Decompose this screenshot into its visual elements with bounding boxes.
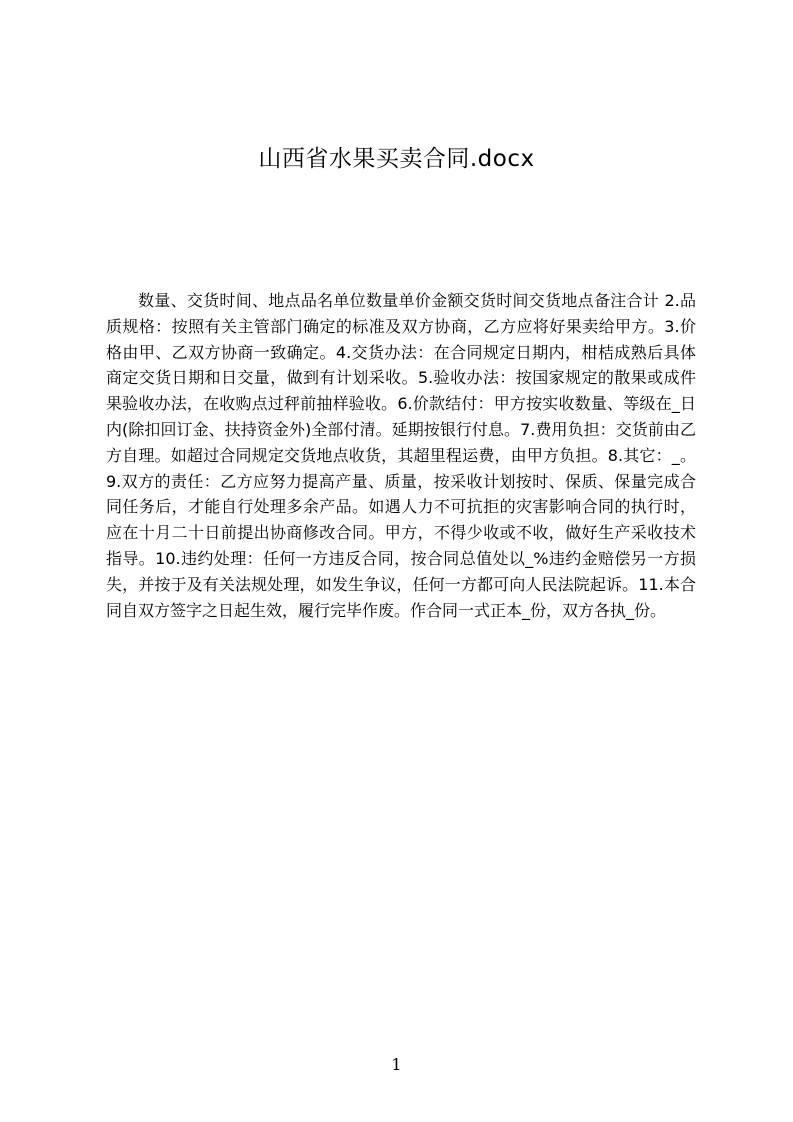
page-number: 1 [391, 1055, 402, 1074]
document-title: 山西省水果买卖合同.docx [258, 146, 535, 172]
contract-body-paragraph: 数量、交货时间、地点品名单位数量单价金额交货时间交货地点备注合计 2.品质规格：按照有关主管部门确定的标准及双方协商，乙方应将好果卖给甲方。3.价格由甲、乙双方协商一致确定。4.交货办法：在合同规定日期内，柑桔成熟后具体商定交货日期和日交量，做到有计划采收。5.验收办法：按国家规定的散果或成件果验收办法，在收购点过秤前抽样验收。6.价款结付：甲方按实收数量、等级在_日内(除扣回订金、扶持资金外)全部付清。延期按银行付息。7.费用负担：交货前由乙方自理。如超过合同规定交货地点收货，其超里程运费，由甲方负担。8.其它：_。9.双方的责任：乙方应努力提高产量、质量，按采收计划按时、保质、保量完成合同任务后，才能自行处理多余产品。如遇人力不可抗拒的灾害影响合同的执行时，应在十月二十日前提出协商修改合同。甲方，不得少收或不收，做好生产采收技术指导。10.违约处理：任何一方违反合同，按合同总值处以_%违约金赔偿另一方损失，并按于及有关法规处理，如发生争议，任何一方都可向人民法院起诉。11.本合同自双方签字之日起生效，履行完毕作废。作合同一式正本_份，双方各执_份。 [106, 291, 696, 620]
